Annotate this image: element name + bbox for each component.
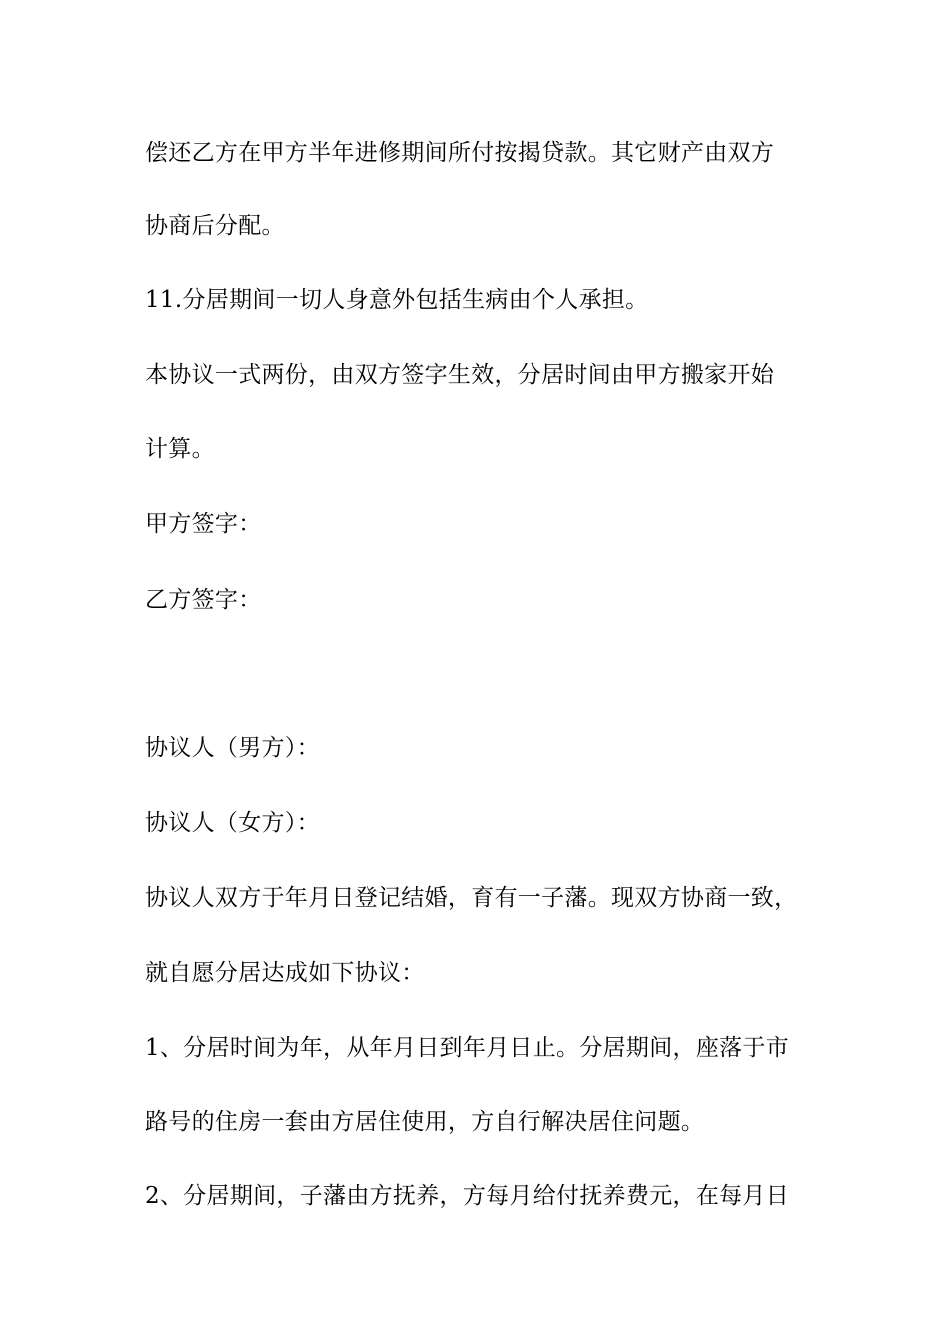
paragraph-line-2: 协商后分配。: [145, 213, 285, 239]
clause-11-line: 11.分居期间一切人身意外包括生病由个人承担。: [145, 287, 649, 313]
paragraph-line-1: 偿还乙方在甲方半年进修期间所付按揭贷款。其它财产由双方: [145, 140, 775, 166]
intro-line-1: 协议人双方于年月日登记结婚，育有一子藩。现双方协商一致，: [145, 885, 798, 911]
clause-2-line-1: 2、分居期间，子藩由方抚养，方每月给付抚养费元，在每月日: [145, 1183, 790, 1209]
intro-line-2: 就自愿分居达成如下协议：: [145, 960, 425, 986]
agreement-copies-line-1: 本协议一式两份，由双方签字生效，分居时间由甲方搬家开始: [145, 362, 775, 388]
party-male-label: 协议人（男方）：: [145, 735, 320, 761]
clause-1-line-2: 路号的住房一套由方居住使用，方自行解决居住问题。: [145, 1109, 705, 1135]
party-female-label: 协议人（女方）：: [145, 810, 320, 836]
clause-1-line-1: 1、分居时间为年，从年月日到年月日止。分居期间，座落于市: [145, 1035, 790, 1061]
agreement-copies-line-2: 计算。: [145, 436, 215, 462]
party-a-signature-label: 甲方签字：: [145, 511, 262, 537]
party-b-signature-label: 乙方签字：: [145, 587, 262, 613]
